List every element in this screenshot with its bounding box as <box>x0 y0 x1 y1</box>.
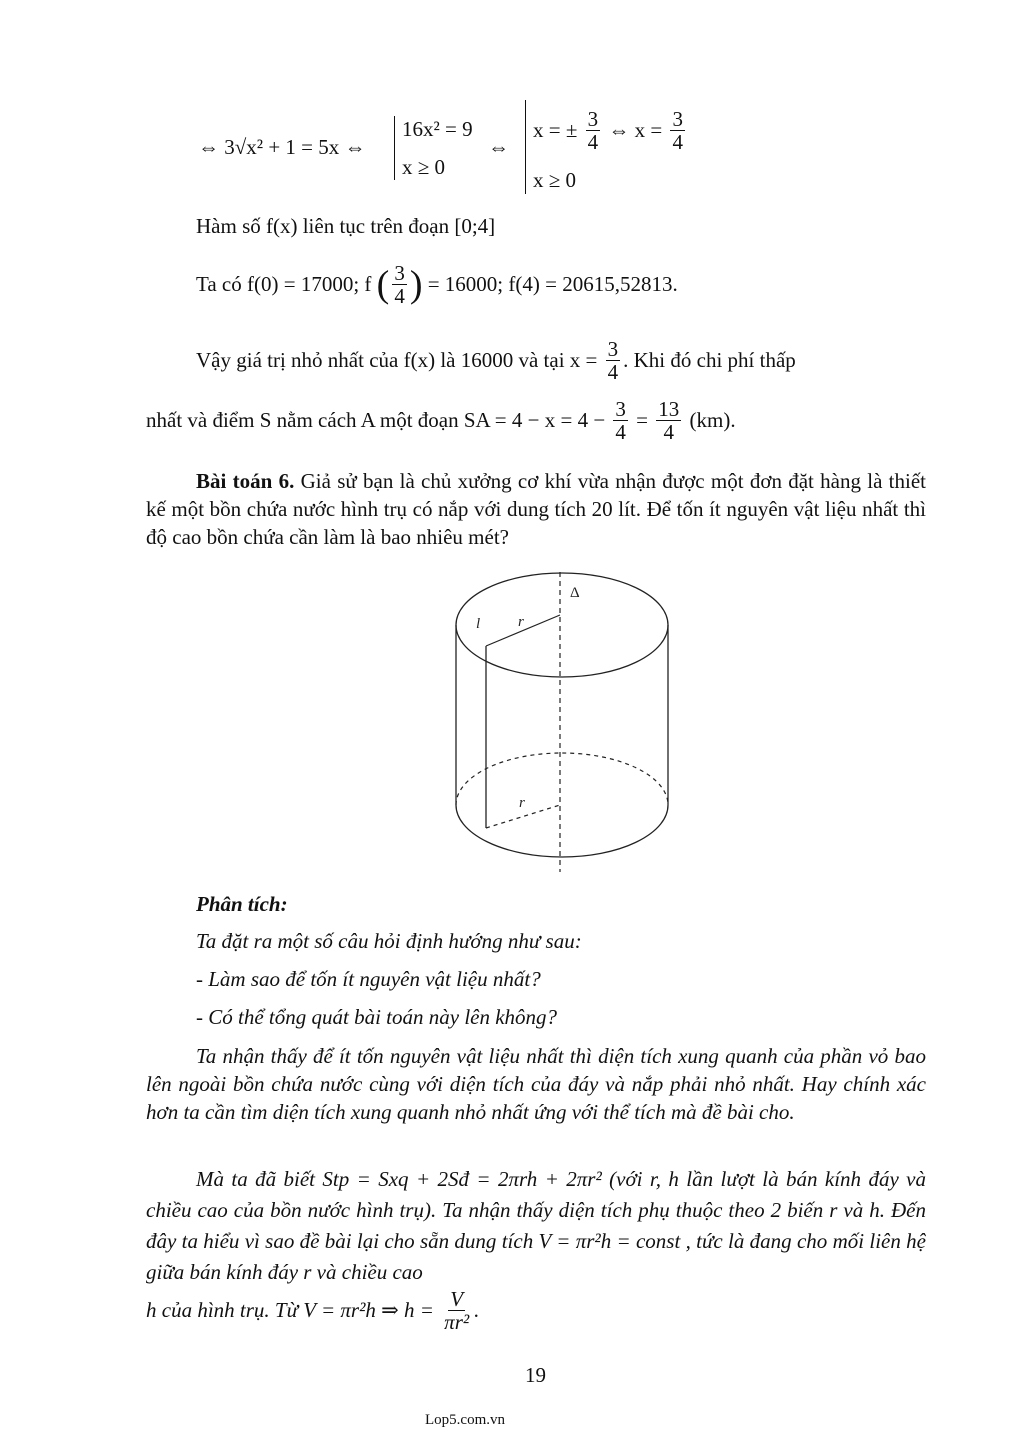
page-number: 19 <box>525 1363 546 1387</box>
problem-text: Giả sử bạn là chủ xưởng cơ khí vừa nhận được một đơn đặt hàng là thiết kế một bồn chứa nước hình trụ có nắp với dung tích 20 lít. Để tốn ít nguyên vật liệu nhất thì độ cao bồn chứa cần làm là bao nhiêu mét? <box>146 469 927 549</box>
values-line: Ta có f(0) = 17000; f ( $\frac{3}{4}$ ) = 16000; f(4) = 20615,52813. <box>196 261 678 309</box>
analysis-heading: Phân tích: <box>196 892 288 916</box>
axis-label: Δ <box>570 585 580 601</box>
top-ellipse <box>456 573 668 677</box>
analysis-question-1: - Làm sao để tốn ít nguyên vật liệu nhất? <box>196 967 541 991</box>
top-radius-label: r <box>518 614 524 630</box>
fraction: $\frac{3}{4}$ <box>394 261 405 309</box>
system1-row1: 16x² = 9 <box>402 117 473 141</box>
system-brace-1 <box>394 116 395 180</box>
fraction: $\frac{13}{4}$ <box>658 397 680 445</box>
fraction: $\frac{3}{4}$ <box>672 107 683 155</box>
cylinder-figure <box>0 560 1024 890</box>
problem-paragraph <box>146 467 926 551</box>
system2-row2: x ≥ 0 <box>533 168 577 192</box>
generatrix-label: l <box>476 616 481 632</box>
sa-distance-line: nhất và điểm S nằm cách A một đoạn SA = 4 − x = 4 − $\frac{3}{4}$ = $\frac{13}{4}$ (km). <box>146 397 736 445</box>
bottom-ellipse-front <box>456 805 668 857</box>
fraction: $\frac{3}{4}$ <box>607 337 619 385</box>
equation-line <box>198 135 366 160</box>
equation-part-a: ⇔ 3√x² + 1 = 5x ⇔ <box>198 135 366 159</box>
analysis-paragraph-2: Mà ta đã biết Stp = Sxq + 2Sđ = 2πrh + 2πr² (với r, h lần lượt là bán kính đáy và chiều cao của bồn nước hình trụ). Ta nhận thấy diện tích phụ thuộc theo 2 biến r và h. Đến đây ta hiểu vì sao đề bài lại cho sẵn dung tích V = πr²h = const , tức là đang cho mối liên hệ giữa bán kính đáy r và chiều cao <box>146 1167 926 1284</box>
analysis-intro: Ta đặt ra một số câu hỏi định hướng như sau: <box>196 929 582 953</box>
system-brace-2 <box>525 100 526 194</box>
bottom-ellipse-back <box>456 753 668 805</box>
analysis-last-line: h của hình trụ. Từ V = πr²h ⇒ h = $\frac{V}{\text{πr²}}$ . <box>146 1287 480 1335</box>
fraction: $\frac{V}{\text{πr²}}$ <box>444 1287 470 1335</box>
min-value-line: Vậy giá trị nhỏ nhất của f(x) là 16000 và tại x = $\frac{3}{4}$ . Khi đó chi phí thấp <box>196 337 796 385</box>
bottom-radius-label: r <box>519 795 525 811</box>
equivalence-arrow: ⇔ <box>488 135 509 159</box>
problem-title: Bài toán 6. <box>196 469 295 493</box>
system1-row2: x ≥ 0 <box>402 155 446 179</box>
fraction: $\frac{3}{4}$ <box>587 107 599 155</box>
system2-row1: x = ± $\frac{3}{4}$ ⇔ x = $\frac{3}{4}$ <box>533 107 683 155</box>
continuity-line: Hàm số f(x) liên tục trên đoạn [0;4] <box>196 214 496 238</box>
fraction: $\frac{3}{4}$ <box>615 397 626 445</box>
analysis-question-2: - Có thể tổng quát bài toán này lên không? <box>196 1005 558 1029</box>
footer-watermark: Lop5.com.vn <box>425 1412 505 1428</box>
analysis-paragraph-1: Ta nhận thấy để ít tốn nguyên vật liệu nhất thì diện tích xung quanh của phần vỏ bao lên ngoài bồn chứa nước cùng với diện tích của đáy và nắp phải nhỏ nhất. Hay chính xác hơn ta cần tìm diện tích xung quanh nhỏ nhất ứng với thể tích mà đề bài cho. <box>146 1044 926 1124</box>
